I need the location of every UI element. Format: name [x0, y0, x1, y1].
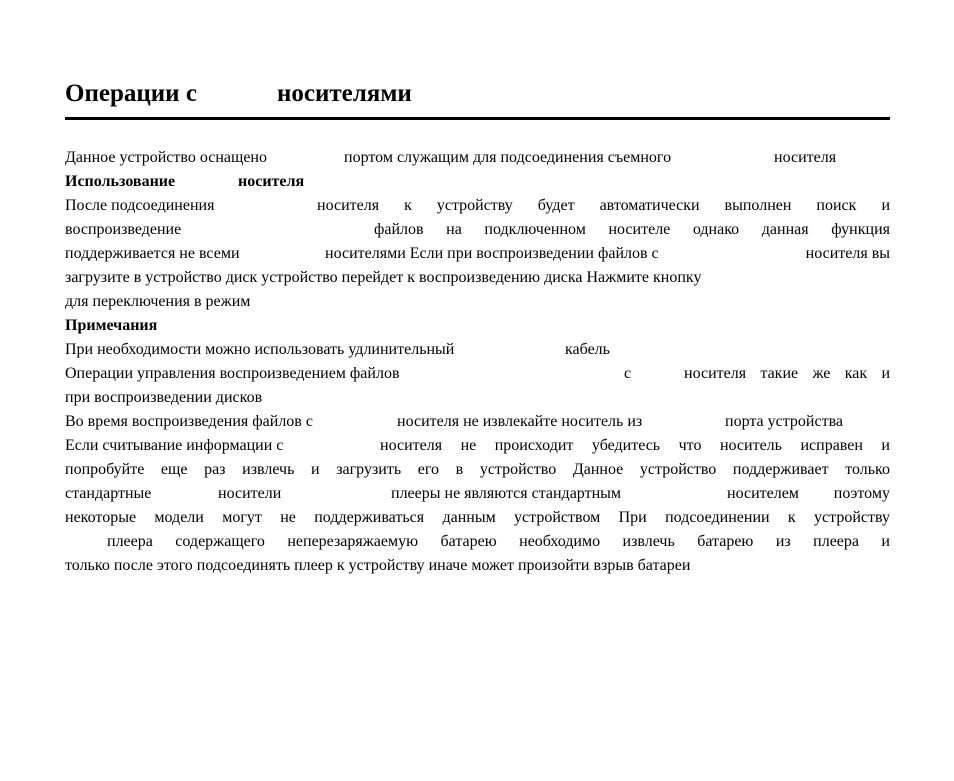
text-segment: носителем поэтому — [727, 485, 890, 502]
body-line — [65, 410, 890, 434]
text-segment: плеера содержащего неперезаряжаемую батарею необходимо извлечь батарею из плеера и — [107, 533, 890, 550]
body-line — [65, 242, 890, 266]
text-segment: только после этого подсоединять плеер к устройству иначе может произойти взрыв батареи — [65, 557, 691, 574]
body-line — [65, 338, 890, 362]
text-segment: Данное устройство оснащено — [65, 149, 267, 166]
title-part-2: носителями — [277, 80, 412, 107]
text-segment: носителя не происходит убедитесь что носитель исправен и — [380, 437, 890, 454]
body-line — [65, 506, 890, 530]
text-segment: с — [624, 365, 632, 382]
text-segment: Во время воспроизведения файлов с — [65, 413, 313, 430]
text-segment: носителя — [238, 173, 305, 190]
body-line — [65, 554, 890, 578]
text-segment: Использование — [65, 173, 176, 190]
body-line — [65, 218, 890, 242]
section-heading — [65, 314, 890, 338]
text-segment: файлов на подключенном носителе однако данная функция — [374, 221, 890, 238]
body-line — [65, 434, 890, 458]
text-segment: при воспроизведении дисков — [65, 389, 263, 406]
text-segment: загрузите в устройство диск устройство перейдет к воспроизведению диска Нажмите кнопку — [65, 269, 702, 286]
body-line — [65, 386, 890, 410]
document-page — [65, 78, 890, 578]
text-segment: стандартные — [65, 485, 152, 502]
section-heading — [65, 170, 890, 194]
text-segment: портом служащим для подсоединения съемного — [344, 149, 672, 166]
body-line — [65, 290, 890, 314]
text-segment: для переключения в режим — [65, 293, 251, 310]
body-line — [65, 194, 890, 218]
text-segment: плееры не являются стандартным — [391, 485, 622, 502]
body-line — [65, 530, 890, 554]
text-segment: попробуйте еще раз извлечь и загрузить его в устройство Данное устройство поддерживает только — [65, 461, 890, 478]
text-segment: порта устройства — [725, 413, 844, 430]
text-segment: некоторые модели могут не поддерживаться данным устройством При подсоединении к устройству — [65, 509, 890, 526]
text-segment: Примечания — [65, 317, 158, 334]
text-segment: воспроизведение — [65, 221, 182, 238]
text-segment: носителя — [774, 149, 837, 166]
title-underline — [65, 117, 890, 120]
page-title — [65, 78, 890, 110]
body-line — [65, 266, 890, 290]
body-line — [65, 146, 890, 170]
title-part-1: Операции с — [65, 80, 197, 107]
text-segment: носителя не извлекайте носитель из — [397, 413, 643, 430]
body-line — [65, 482, 890, 506]
text-segment: Если считывание информации с — [65, 437, 284, 454]
text-segment: носителя к устройству будет автоматически выполнен поиск и — [317, 197, 890, 214]
text-segment: Операции управления воспроизведением файлов — [65, 365, 400, 382]
text-segment: кабель — [565, 341, 610, 358]
text-segment: носители — [218, 485, 282, 502]
body-line — [65, 458, 890, 482]
body-line — [65, 362, 890, 386]
text-segment: При необходимости можно использовать удлинительный — [65, 341, 455, 358]
text-segment: носителя такие же как и — [684, 365, 890, 382]
body-text — [65, 146, 890, 578]
text-segment: После подсоединения — [65, 197, 215, 214]
text-segment: носителями Если при воспроизведении файлов с — [325, 245, 659, 262]
text-segment: поддерживается не всеми — [65, 245, 240, 262]
text-segment: носителя вы — [805, 245, 890, 262]
